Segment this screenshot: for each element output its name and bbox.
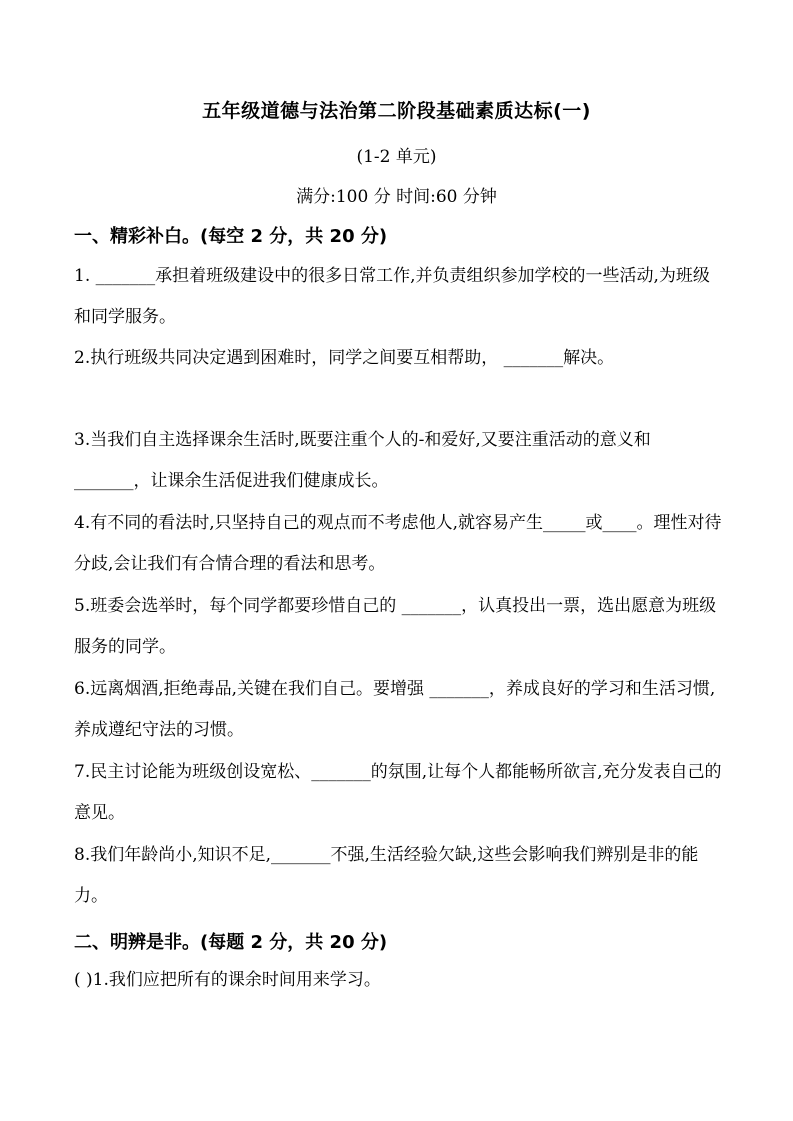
question-item: 6.远离烟酒,拒绝毒品,关键在我们自己。要增强 _______，养成良好的学习和生活习惯,养成遵纪守法的习惯。 bbox=[74, 679, 716, 740]
question-item: 1. _______承担着班级建设中的很多日常工作,并负责组织参加学校的一些活动,为班级和同学服务。 bbox=[74, 266, 710, 327]
question-item: ( )1.我们应把所有的课余时间用来学习。 bbox=[74, 970, 381, 990]
question-item: 7.民主讨论能为班级创设宽松、_______的氛围,让每个人都能畅所欲言,充分发表自己的意见。 bbox=[74, 762, 722, 823]
question-item: 8.我们年龄尚小,知识不足,_______不强,生活经验欠缺,这些会影响我们辨别是非的能力。 bbox=[74, 845, 699, 906]
question-item: 2.执行班级共同决定遇到困难时，同学之间要互相帮助， _______解决。 bbox=[74, 348, 615, 368]
page-subtitle: (1-2 单元) bbox=[356, 147, 437, 167]
page-title: 五年级道德与法治第二阶段基础素质达标(一) bbox=[202, 100, 591, 122]
question-item: 5.班委会选举时，每个同学都要珍惜自己的 _______，认真投出一票，选出愿意为班级服务的同学。 bbox=[74, 596, 717, 657]
section-heading-true-false: 二、明辨是非。(每题 2 分，共 20 分) bbox=[74, 932, 388, 953]
section-heading-fill-blank: 一、精彩补白。(每空 2 分，共 20 分) bbox=[74, 226, 388, 247]
question-item: 4.有不同的看法时,只坚持自己的观点而不考虑他人,就容易产生_____或____。理性对待分歧,会让我们有合情合理的看法和思考。 bbox=[74, 513, 722, 574]
score-time-info: 满分:100 分 时间:60 分钟 bbox=[296, 187, 497, 207]
question-item: 3.当我们自主选择课余生活时,既要注重个人的-和爱好,又要注重活动的意义和_______，让课余生活促进我们健康成长。 bbox=[74, 430, 651, 491]
